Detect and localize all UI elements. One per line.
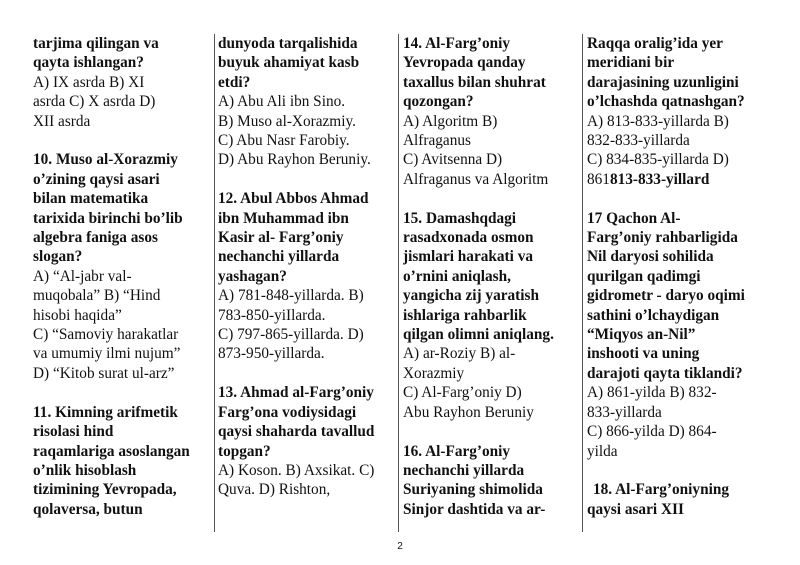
question-text-line [218,53,393,72]
question-text-line [587,344,765,363]
line-text: 15. Damashqdagi [403,209,517,227]
answer-option-line [218,92,393,111]
paragraph-gap [218,170,393,189]
line-text: Sinjor dashtida va ar- [403,500,546,518]
line-text: “Miqyos an-Nil” [587,326,696,344]
question-text-line [587,34,765,53]
line-text: C) 797-865-yillarda. D) [218,326,364,344]
line-text: 13. Ahmad al-Farg’oniy [218,384,374,402]
line-text: Farg’ona vodiysidagi [218,403,357,421]
question-text-line [33,189,211,208]
question-text-line [587,92,765,111]
answer-option-line [403,383,579,402]
question-text-line [587,228,765,247]
line-text: XII asrda [33,112,91,130]
question-text-line [587,480,765,499]
line-text: Yevropada qanday [403,54,526,72]
answer-option-line [403,150,579,169]
line-text: dunyoda tarqalishida [218,35,358,52]
question-text-line [587,247,765,266]
question-text-line [218,34,393,53]
line-text: C) Avitsenna D) [403,151,503,169]
line-text: C) 834-835-yillarda D) [587,151,729,169]
question-text-line [587,306,765,325]
answer-option-line [33,344,211,363]
answer-option-line [587,383,765,402]
line-text: 12. Abul Abbos Ahmad [218,190,369,208]
line-text: qozongan? [403,93,474,111]
answer-option-line [218,131,393,150]
line-text: topgan? [218,442,271,460]
line-text: asrda C) X asrda D) [33,93,156,111]
paragraph-gap [33,131,211,150]
question-text-line [403,228,579,247]
line-text: raqamlariga asoslangan [33,442,190,460]
line-text: 10. Muso al-Xorazmiy [33,151,178,169]
question-text-line [33,228,211,247]
answer-option-line [587,403,765,422]
line-text: nechanchi yillarda [403,461,525,479]
question-text-line [33,500,211,519]
question-text-line [587,286,765,305]
line-text: Abu Rayhon Beruniy [403,403,534,421]
answer-option-line [33,286,211,305]
line-text: Alfraganus va Algoritm [403,170,549,188]
line-text: slogan? [33,248,83,266]
text-column-4 [587,34,765,532]
line-text: tarjima qilingan va [33,35,159,52]
question-text-line [218,442,393,461]
line-text: Quva. D) Rishton, [218,481,331,499]
page-number: 2 [397,541,403,552]
line-text: Raqqa oralig’ida yer [587,35,723,52]
line-text: darajoti qayta tiklandi? [587,364,743,382]
question-text-line [587,209,765,228]
column-divider [398,34,399,532]
answer-option-line [218,150,393,169]
line-text: C) “Samoviy harakatlar [33,326,179,344]
line-text: gidrometr - daryo oqimi [587,287,745,305]
line-text: qaysi shaharda tavallud [218,423,375,441]
answer-option-line [218,480,393,499]
answer-option-line [218,325,393,344]
question-text-line [403,247,579,266]
line-text: rasadxonada osmon [403,229,534,247]
paragraph-gap [587,461,765,480]
question-text-line [33,150,211,169]
question-text-line [33,34,211,53]
question-text-line [403,325,579,344]
paragraph-gap [403,189,579,208]
line-text: Farg’oniy rahbarligida [587,229,738,247]
paragraph-gap [33,383,211,402]
line-text: tarixida birinchi bo’lib [33,209,183,227]
line-text: yangicha zij yaratish [403,287,539,305]
answer-option-line [403,403,579,422]
line-text: C) Abu Nasr Farobiy. [218,132,350,150]
text-column-1 [33,34,211,532]
question-text-line [403,442,579,461]
line-text: taxallus bilan shuhrat [403,73,546,91]
question-text-line [33,53,211,72]
answer-option-line [403,344,579,363]
question-text-line [218,383,393,402]
answer-option-line [33,364,211,383]
answer-option-line [587,131,765,150]
line-text: Kasir al- Farg’oniy [218,229,344,247]
line-text: A) IX asrda B) XI [33,73,145,91]
answer-option-line [33,325,211,344]
line-text: A) 781-848-yillarda. B) [218,287,364,305]
line-text: hisobi haqida” [33,306,122,324]
line-text: qayta ishlangan? [33,54,144,72]
line-text: qilgan olimni aniqlang. [403,326,554,344]
line-text: Suriyaning shimolida [403,481,543,499]
answer-option-line [403,364,579,383]
question-text-line [403,34,579,53]
question-text-line [403,267,579,286]
line-text: A) 813-833-yillarda B) [587,112,729,130]
line-text: C) 866-yilda D) 864- [587,423,717,441]
answer-option-line [218,461,393,480]
line-text: 833-yillarda [587,403,662,421]
line-text: A) Abu Ali ibn Sino. [218,93,346,111]
line-text: etdi? [218,73,251,91]
line-text: D) Abu Rayhon Beruniy. [218,151,371,169]
text-column-3 [403,34,579,532]
text-column-2 [218,34,393,532]
line-text: 11. Kimning arifmetik [33,403,178,421]
answer-option-line [587,170,765,189]
answer-option-line [587,442,765,461]
line-text: bilan matematika [33,190,149,208]
line-text: Alfraganus [403,132,471,150]
answer-option-line [33,73,211,92]
line-text: 783-850-yiIlarda. [218,306,326,324]
question-text-line [587,325,765,344]
line-text: 832-833-yillarda [587,132,690,150]
line-text: o’nlik hisoblash [33,461,137,479]
question-text-line [33,461,211,480]
line-text: jismlari harakati va [403,248,534,266]
line-text: va umumiy ilmi nujum” [33,345,181,363]
line-text: A) ar-Roziy B) al- [403,345,516,363]
line-text: qurilgan qadimgi [587,267,701,285]
line-text: o’zining qaysi asari [33,170,160,188]
paragraph-gap [218,364,393,383]
answer-option-line [403,131,579,150]
question-text-line [33,442,211,461]
line-text: 16. Al-Farg’oniy [403,442,511,460]
line-text: tizimining Yevropada, [33,481,177,499]
answer-option-line [587,150,765,169]
question-text-line [33,209,211,228]
question-text-line [403,73,579,92]
question-text-line [33,403,211,422]
question-text-line [33,170,211,189]
question-text-line [587,53,765,72]
line-text: 861 [587,170,610,188]
line-text: C) Al-Farg’oniy D) [403,384,522,402]
line-text: 18. Al-Farg’oniyning [593,481,729,499]
question-text-line [218,189,393,208]
answer-option-line [587,422,765,441]
question-text-line [218,228,393,247]
line-text: A) 861-yilda B) 832- [587,384,717,402]
question-text-line [587,73,765,92]
column-divider [214,34,215,532]
question-text-line [403,92,579,111]
question-text-line [218,267,393,286]
question-text-line [403,286,579,305]
line-text: 17 Qachon Al- [587,209,681,227]
line-text: yilda [587,442,618,460]
line-text: B) Muso al-Xorazmiy. [218,112,356,130]
line-text: o’rnini aniqlash, [403,267,511,285]
line-text: inshooti va uning [587,345,700,363]
question-text-line [33,422,211,441]
line-text: muqobala” B) “Hind [33,287,161,305]
question-text-line [587,267,765,286]
line-text: A) Koson. B) Axsikat. C) [218,461,375,479]
answer-option-line [218,344,393,363]
answer-option-line [587,112,765,131]
line-text: algebra faniga asos [33,229,158,247]
answer-option-line [33,112,211,131]
question-text-line [403,209,579,228]
line-text: meridiani bir [587,54,675,72]
answer-option-line [218,112,393,131]
answer-option-line [33,306,211,325]
paragraph-gap [587,189,765,208]
line-text: Nil daryosi sohilida [587,248,714,266]
line-text: A) Algoritm B) [403,112,498,130]
line-text: yashagan? [218,267,287,285]
line-text: qolaversa, butun [33,500,143,518]
line-text: buyuk ahamiyat kasb [218,54,360,72]
line-text: risolasi hind [33,423,114,441]
line-text: o’lchashda qatnashgan? [587,93,745,111]
question-text-line [587,364,765,383]
answer-option-line [33,92,211,111]
line-text: 873-950-yillarda. [218,345,325,363]
question-text-line [403,53,579,72]
answer-option-line [403,170,579,189]
line-text: ibn Muhammad ibn [218,209,349,227]
line-text: D) “Kitob surat ul-arz” [33,364,175,382]
paragraph-gap [403,422,579,441]
question-text-line [587,500,765,519]
line-text: A) “Al-jabr val- [33,267,132,285]
answer-option-line [33,267,211,286]
question-text-line [218,209,393,228]
line-text: nechanchi yillarda [218,248,340,266]
column-divider [582,34,583,532]
question-text-line [403,500,579,519]
answer-option-line [218,286,393,305]
answer-option-line [403,112,579,131]
question-text-line [33,247,211,266]
line-text-bold: 813-833-yillard [609,170,710,188]
line-text: Xorazmiy [403,364,465,382]
question-text-line [403,480,579,499]
question-text-line [218,247,393,266]
line-text: sathini o’lchaydigan [587,306,720,324]
answer-option-line [218,306,393,325]
question-text-line [403,306,579,325]
line-text: qaysi asari XII [587,500,684,518]
question-text-line [33,480,211,499]
line-text: darajasining uzunligini [587,73,739,91]
question-text-line [218,422,393,441]
line-text: 14. Al-Farg’oniy [403,35,511,52]
question-text-line [403,461,579,480]
question-text-line [218,403,393,422]
question-text-line [218,73,393,92]
line-text: ishlariga rahbarlik [403,306,527,324]
